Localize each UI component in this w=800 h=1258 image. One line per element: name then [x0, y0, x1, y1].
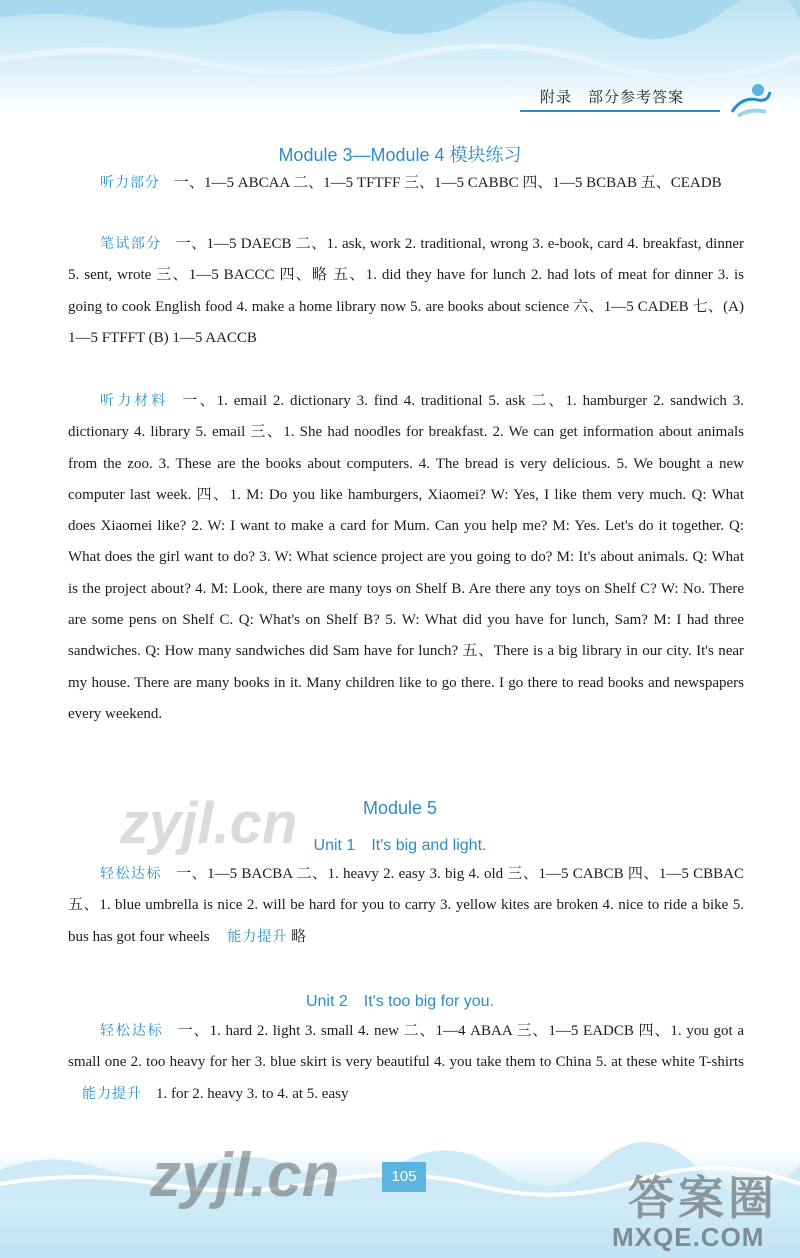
answers-unit2: 一、1. hard 2. light 3. small 4. new 二、1—4 ABAA 三、1—5 EADCB 四、1. you got a small one 2. too heavy for her 3. blue skirt is very beautiful 4. you take them to China 5. at these white T-shirts [68, 1023, 745, 1071]
section-title-module-5: Module 5 [362, 798, 438, 818]
answer-paragraph-listening [68, 168, 744, 199]
answers-unit1-advanced: 略 [291, 928, 307, 945]
site-logo: 答案圈 [628, 1171, 778, 1225]
page-number: 105 [382, 1162, 426, 1192]
unit-1-title: Unit 1 It's big and light. [313, 837, 487, 854]
watermark-zyjl-bottom: zyjl.cn [150, 1141, 340, 1210]
answers-written: 一、1—5 DAECB 二、1. ask, work 2. traditional, wrong 3. e-book, card 4. breakfast, dinner 5. sent, wrote 三、1—5 BACCC 四、略 五、1. did they have for lunch 2. had lots of meat for dinner 3. is going to cook English food 4. make a home library now 5. are books about science 六、1—5 CADEB 七、(A) 1—5 FTFFT (B) 1—5 AACCB [68, 236, 744, 346]
tag-listening: 听力部分 [100, 175, 160, 191]
site-url: MXQE.COM [612, 1222, 765, 1252]
header-rule [520, 110, 720, 112]
header-label: 附录 部分参考答案 [540, 88, 685, 106]
section-title-module-3-4: Module 3—Module 4 模块练习 [278, 145, 522, 165]
watermark-zyjl-middle: zyjl.cn [120, 791, 298, 856]
answer-paragraph-unit2 [68, 1016, 744, 1110]
mascot-icon [728, 78, 774, 122]
answer-paragraph-transcript [68, 386, 744, 730]
answers-listening: 一、1—5 ABCAA 二、1—5 TFTFF 三、1—5 CABBC 四、1—5 BCBAB 五、CEADB [174, 175, 722, 191]
answers-unit2-advanced: 1. for 2. heavy 3. to 4. at 5. easy [156, 1085, 349, 1102]
tag-advanced-unit2: 能力提升 [82, 1085, 142, 1102]
answers-transcript: 一、1. email 2. dictionary 3. find 4. traditional 5. ask 二、1. hamburger 2. sandwich 3. dictionary 4. library 5. email 三、1. She had noodles for breakfast. 2. We can get information about animals from the zoo. 3. These are the books about computers. 4. The bread is very delicious. 5. We bought a new computer last week. 四、1. M: Do you like hamburgers, Xiaomei? W: Yes, I like them very much. Q: What does Xiaomei like? 2. W: I want to make a card for Mum. Can you help me? M: Yes. Let's do it together. Q: What does the girl want to do? 3. W: What science project are you going to do? M: It's about animals. Q: What is the project about? 4. M: Look, there are many toys on Shelf B. Are there any toys on Shelf C? W: No. There are some pens on Shelf C. Q: What's on Shelf B? 5. W: What did you have for lunch, Sam? M: I had three sandwiches. Q: How many sandwiches did Sam have for lunch? 五、There is a big library in our city. It's near my house. There are many books in it. Many children like to go there. I go there to read books and newspapers every weekend. [68, 393, 745, 722]
tag-advanced-unit1: 能力提升 [227, 928, 288, 945]
tag-basic-unit2: 轻松达标 [100, 1023, 164, 1039]
tag-basic-unit1: 轻松达标 [100, 866, 163, 882]
answer-paragraph-written [68, 229, 744, 354]
answers-unit1: 一、1—5 BACBA 二、1. heavy 2. easy 3. big 4. old 三、1—5 CABCB 四、1—5 CBBAC 五、1. blue umbrella is nice 2. will be hard for you to carry 3. yellow kites are broken 4. nice to ride a bike 5. bus has got four wheels [68, 866, 744, 945]
tag-written: 笔试部分 [100, 236, 162, 252]
unit-2-title: Unit 2 It's too big for you. [305, 993, 495, 1010]
answer-paragraph-unit1 [68, 859, 744, 953]
tag-transcript: 听力材料 [100, 393, 169, 409]
